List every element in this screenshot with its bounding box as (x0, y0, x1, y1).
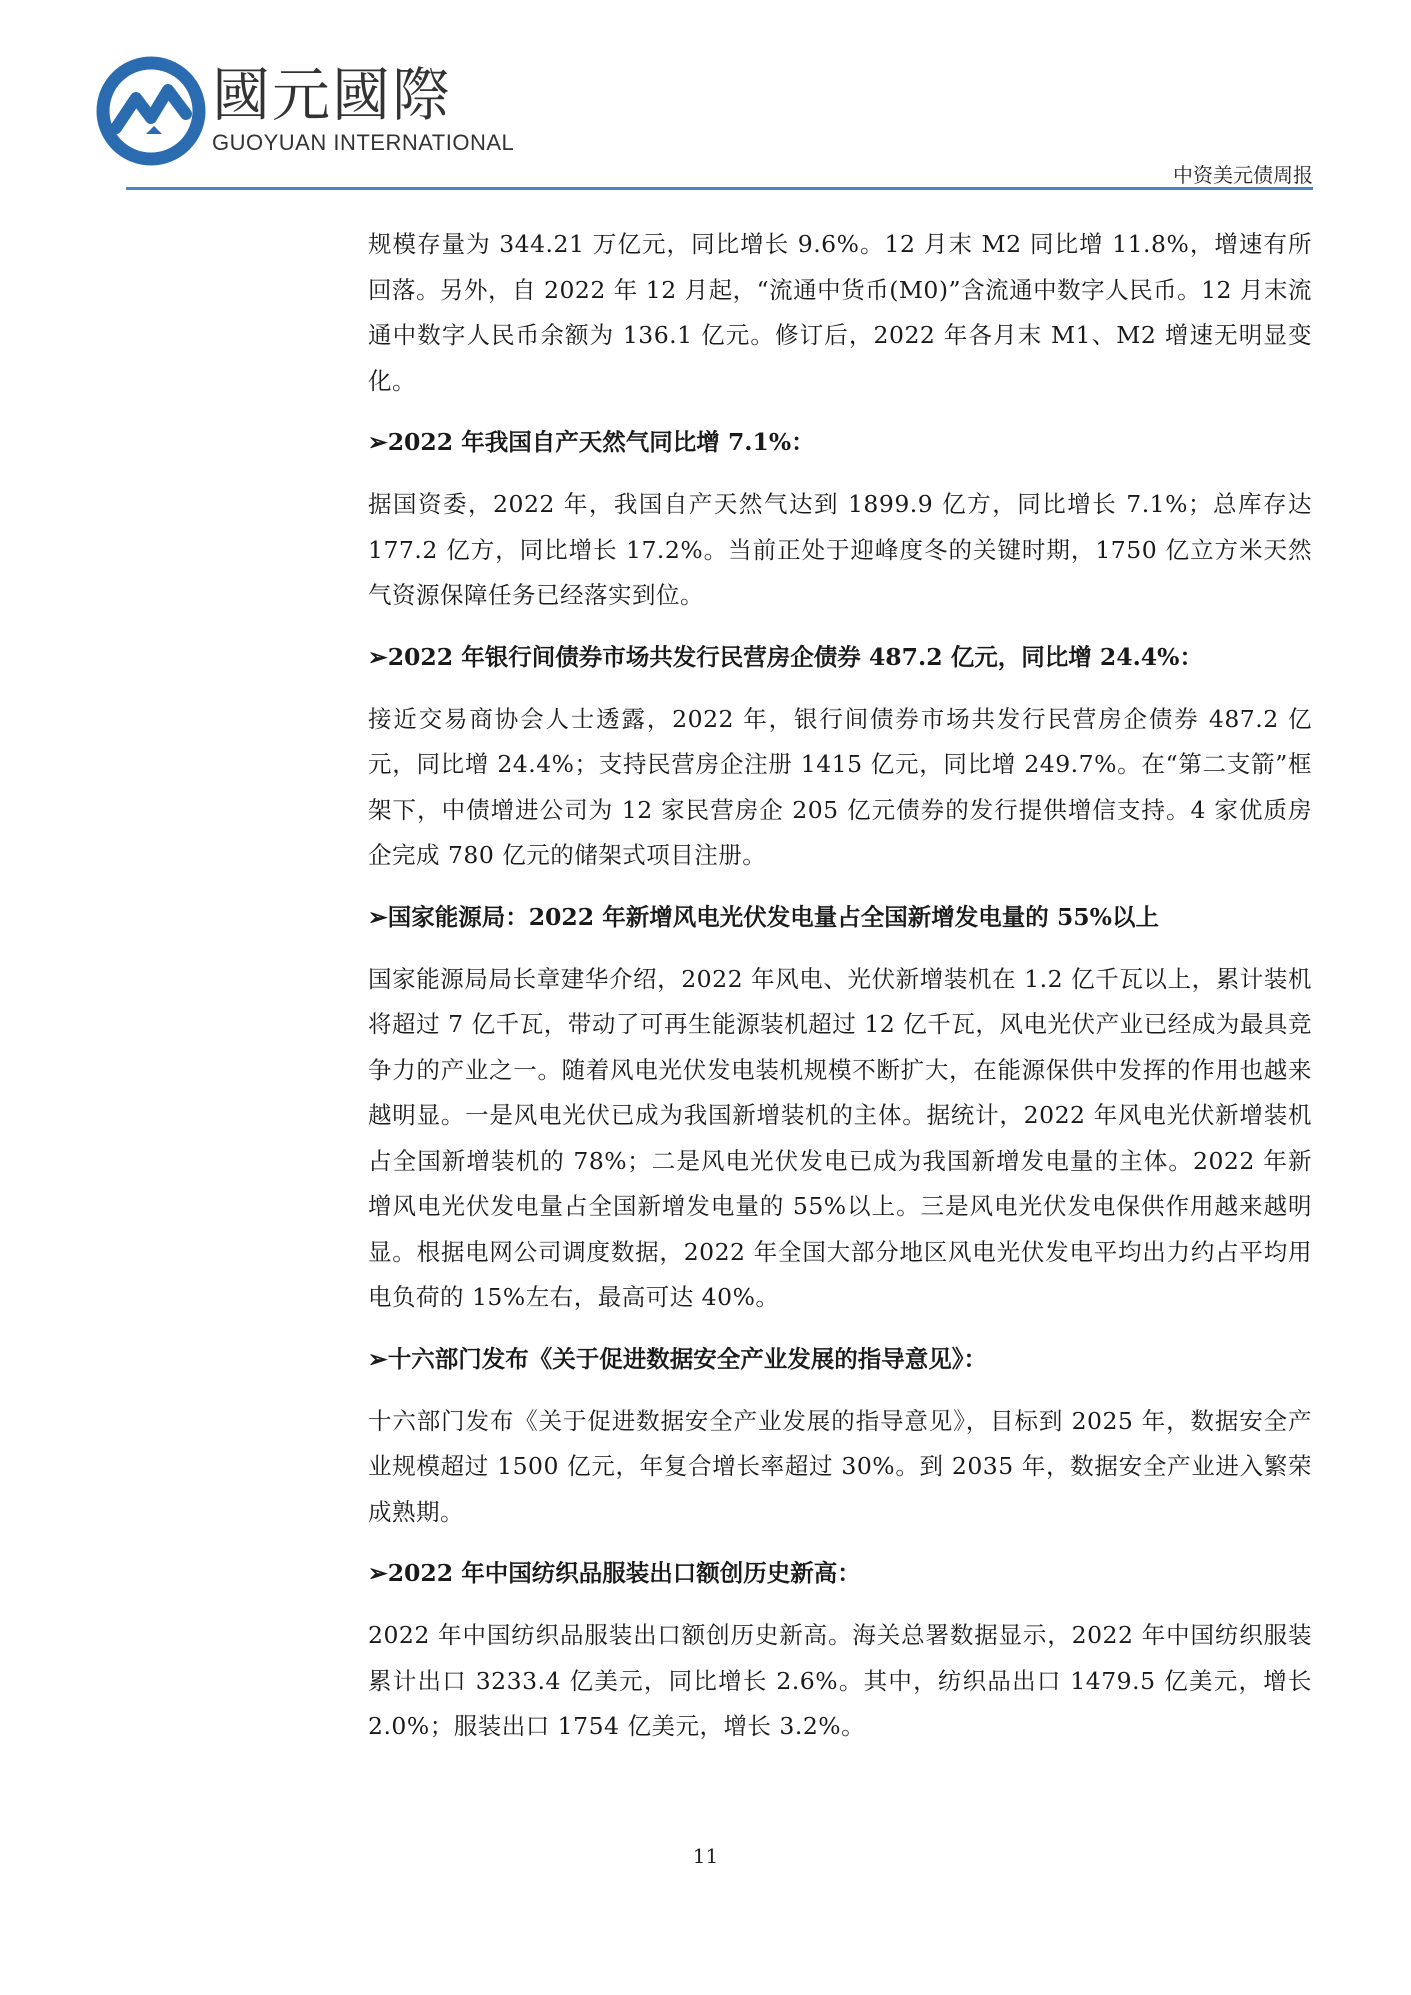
section-paragraph-developer-bonds: 接近交易商协会人士透露，2022 年，银行间债券市场共发行民营房企债券 487.2 亿元，同比增 24.4%；支持民营房企注册 1415 亿元，同比增 249.7%。在“第二支箭”框架下，中债增进公司为 12 家民营房企 205 亿元债券的发行提供增信支持。4 家优质房企完成 780 亿元的储架式项目注册。 (368, 704, 1312, 869)
section-paragraph-textile-exports: 2022 年中国纺织品服装出口额创历史新高。海关总署数据显示，2022 年中国纺织服装累计出口 3233.4 亿美元，同比增长 2.6%。其中，纺织品出口 1479.5 亿美元，增长 2.0%；服装出口 1754 亿美元，增长 3.2%。 (368, 1621, 1312, 1740)
section-heading-natural-gas: ➢2022 年我国自产天然气同比增 7.1%： (368, 428, 815, 456)
section-paragraph-natural-gas: 据国资委，2022 年，我国自产天然气达到 1899.9 亿方，同比增长 7.1%；总库存达 177.2 亿方，同比增长 17.2%。当前正处于迎峰度冬的关键时期，1750 亿立方米天然气资源保障任务已经落实到位。 (368, 490, 1312, 609)
page-number: 11 (692, 1844, 719, 1868)
header-divider (126, 187, 1313, 190)
report-title: 中资美元债周报 (1173, 163, 1313, 187)
section-heading-developer-bonds: ➢2022 年银行间债券市场共发行民营房企债券 487.2 亿元，同比增 24.4%： (368, 642, 1203, 671)
brand-name-english: GUOYUAN INTERNATIONAL (212, 130, 515, 155)
section-heading-wind-solar: ➢国家能源局：2022 年新增风电光伏发电量占全国新增发电量的 55%以上 (368, 902, 1159, 931)
document-body (368, 222, 1312, 1750)
section-heading-data-security: ➢十六部门发布《关于促进数据安全产业发展的指导意见》： (368, 1344, 987, 1373)
brand-name-chinese: 國元國際 (212, 61, 453, 129)
section-paragraph-data-security: 十六部门发布《关于促进数据安全产业发展的指导意见》，目标到 2025 年，数据安全产业规模超过 1500 亿元，年复合增长率超过 30%。到 2035 年，数据安全产业进入繁荣成熟期。 (368, 1406, 1312, 1526)
intro-paragraph: 规模存量为 344.21 万亿元，同比增长 9.6%。12 月末 M2 同比增 11.8%，增速有所回落。另外，自 2022 年 12 月起，“流通中货币(M0)”含流通中数字人民币。12 月末流通中数字人民币余额为 136.1 亿元。修订后，2022 年各月末 M1、M2 增速无明显变化。 (368, 230, 1312, 395)
section-heading-textile-exports: ➢2022 年中国纺织品服装出口额创历史新高： (368, 1559, 861, 1587)
section-paragraph-wind-solar: 国家能源局局长章建华介绍，2022 年风电、光伏新增装机在 1.2 亿千瓦以上，累计装机将超过 7 亿千瓦，带动了可再生能源装机超过 12 亿千瓦，风电光伏产业已经成为最具竞争力的产业之一。随着风电光伏发电装机规模不断扩大，在能源保供中发挥的作用也越来越明显。一是风电光伏已成为我国新增装机的主体。据统计，2022 年风电光伏新增装机占全国新增装机的 78%；二是风电光伏发电已成为我国新增发电量的主体。2022 年新增风电光伏发电量占全国新增发电量的 55%以上。三是风电光伏发电保供作用越来越明显。根据电网公司调度数据，2022 年全国大部分地区风电光伏发电平均出力约占平均用电负荷的 15%左右，最高可达 40%。 (368, 964, 1312, 1311)
guoyuan-logo-icon (96, 56, 206, 166)
